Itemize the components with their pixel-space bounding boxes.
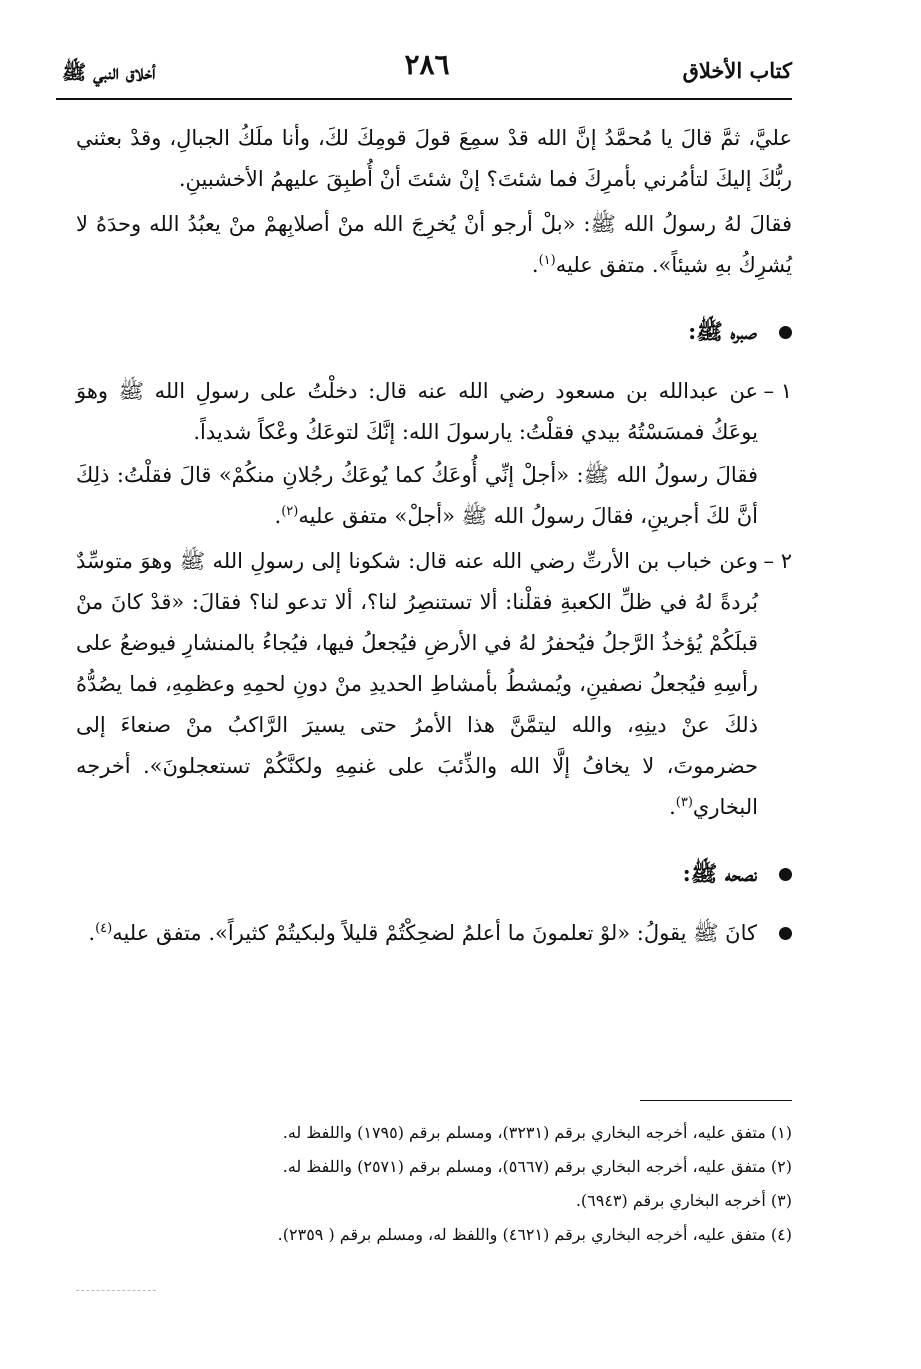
footnote-3: (٣) أخرجه البخاري برقم (٦٩٤٣). <box>575 1191 792 1210</box>
hadith-item-3 <box>76 913 792 954</box>
bullet-icon <box>779 927 792 940</box>
hadith-item-1-continued: فقالَ رسولُ الله ﷺ: «أجلْ إنِّي أُوعَكُ كما يُوعَكُ رجُلانِ منكُمْ» قالَ فقلْتُ: ذلِكَ أنَّ لكَ أجرينِ، فقالَ رسولُ الله ﷺ «أجلْ» متفق عليه$^{(٢)}$. <box>76 463 758 528</box>
main-text <box>76 118 792 958</box>
heading-advice-label: نصحه ﷺ: <box>682 861 757 887</box>
hadith-item-1-continued-text: فقالَ رسولُ الله ﷺ: «أجلْ إنِّي أُوعَكُ كما يُوعَكُ رجُلانِ منكُمْ» قالَ فقلْتُ: ذلِكَ أنَّ لكَ أجرينِ، فقالَ رسولُ الله ﷺ «أجلْ» متفق عليه <box>76 463 758 528</box>
footnote-4: (٤) متفق عليه، أخرجه البخاري برقم (٤٦٢١) واللفظ له، ومسلم برقم ( ٢٣٥٩). <box>277 1225 792 1244</box>
footnote-1: (١) متفق عليه، أخرجه البخاري برقم (٣٢٣١)، ومسلم برقم (١٧٩٥) واللفظ له. <box>282 1123 792 1142</box>
footnote-ref-2: (٢) <box>281 504 299 519</box>
hadith-item-2 <box>76 541 792 828</box>
footnote-2: (٢) متفق عليه، أخرجه البخاري برقم (٥٦٦٧)، ومسلم برقم (٢٥٧١) واللفظ له. <box>282 1157 792 1176</box>
book-title: كتاب الأخلاق <box>682 58 792 83</box>
heading-patience <box>76 312 792 353</box>
intro-continued-text: فقالَ لهُ رسولُ الله ﷺ: «بلْ أرجو أنْ يُخرِجَ الله منْ أصلابِهمْ منْ يعبُدُ الله وحدَهُ لا يُشرِكُ بهِ شيئاً». متفق عليه <box>76 212 792 277</box>
footnote-ref-3: (٣) <box>675 795 693 810</box>
footnote-divider <box>640 1100 792 1101</box>
footnotes <box>76 1116 792 1252</box>
bullet-icon <box>779 326 792 339</box>
hadith-item-1 <box>76 371 792 537</box>
footnote-ref-4: (٤) <box>95 921 113 936</box>
header-divider <box>56 98 792 100</box>
page-header <box>62 44 792 98</box>
heading-patience-label: صبره ﷺ: <box>688 319 757 345</box>
hadith-item-3-text: كانَ ﷺ يقولُ: «لوْ تعلمونَ ما أعلمُ لضحِكْتُمْ قليلاً ولبكيتُمْ كثيراً». متفق عليه <box>112 921 757 945</box>
hadith-item-1-text: عن عبدالله بن مسعود رضي الله عنه قال: دخلْتُ على رسولِ الله ﷺ وهوَ يوعَكُ فمسَسْتُهُ بيدي فقلْتُ: يارسولَ الله: إنَّكَ لتوعَكُ وعْكاً شديداً. <box>76 379 758 444</box>
intro-continued: فقالَ لهُ رسولُ الله ﷺ: «بلْ أرجو أنْ يُخرِجَ الله منْ أصلابِهمْ منْ يعبُدُ الله وحدَهُ لا يُشرِكُ بهِ شيئاً». متفق عليه$^{(١)}$. <box>76 212 792 277</box>
hadith-item-2-body: وعن خباب بن الأرتِّ رضي الله عنه قال: شكونا إلى رسولِ الله ﷺ وهوَ متوسِّدٌ بُردةً لهُ في ظلِّ الكعبةِ فقلْنا: ألا تستنصِرُ لنا؟، ألا تدعو لنا؟ فقالَ: «قدْ كانَ منْ قبلَكُمْ يُؤخذُ الرَّجلُ فيُحفرُ لهُ في الأرضِ فيُجعلُ فيها، فيُجاءُ بالمنشارِ فيوضعُ على رأسِهِ فيُجعلُ نصفينِ، ويُمشطُ بأمشاطِ الحديدِ منْ دونِ لحمِهِ وعظمِهِ، فما يصُدُّهُ ذلكَ عنْ دينِهِ، والله ليتمَّنَّ هذا الأمرُ حتى يسيرَ الرَّاكبُ منْ صنعاءَ إلى حضرموتَ، لا يخافُ إلَّا الله والذِّئبَ على غنمِهِ ولكنَّكُمْ تستعجلونَ». أخرجه البخاري$^{(٣)}$. <box>76 549 758 819</box>
intro-paragraph: عليَّ، ثمَّ قالَ يا مُحمَّدُ إنَّ الله قدْ سمِعَ قولَ قومِكَ لكَ، وأنا ملَكُ الجبالِ، وقدْ بعثني ربُّكَ إليكَ لتأمُرني بأمرِكَ فما شئتَ؟ إنْ شئتَ أنْ أُطبِقَ عليهمُ الأخشبينِ. <box>76 126 792 191</box>
bullet-icon <box>779 868 792 881</box>
heading-advice <box>76 854 792 895</box>
scan-artifact <box>76 1290 156 1291</box>
item-number: ٢ – <box>763 549 792 573</box>
hadith-item-3-suffix: . <box>88 921 96 945</box>
page-number: ٢٨٦ <box>404 48 450 81</box>
hadith-item-2-text: وعن خباب بن الأرتِّ رضي الله عنه قال: شكونا إلى رسولِ الله ﷺ وهوَ متوسِّدٌ بُردةً لهُ في ظلِّ الكعبةِ فقلْنا: ألا تستنصِرُ لنا؟، ألا تدعو لنا؟ فقالَ: «قدْ كانَ منْ قبلَكُمْ يُؤخذُ الرَّجلُ فيُحفرُ لهُ في الأرضِ فيُجعلُ فيها، فيُجاءُ بالمنشارِ فيوضعُ على رأسِهِ فيُجعلُ نصفينِ، ويُمشطُ بأمشاطِ الحديدِ منْ دونِ لحمِهِ وعظمِهِ، فما يصُدُّهُ ذلكَ عنْ دينِهِ، والله ليتمَّنَّ هذا الأمرُ حتى يسيرَ الرَّاكبُ منْ صنعاءَ إلى حضرموتَ، لا يخافُ إلَّا الله والذِّئبَ على غنمِهِ ولكنَّكُمْ تستعجلونَ». أخرجه البخاري <box>76 549 758 819</box>
chapter-title: أخلاق النبي ﷺ <box>62 60 156 84</box>
hadith-item-3-body <box>76 913 757 954</box>
footnote-ref-1: (١) <box>538 253 556 268</box>
item-number: ١ – <box>763 379 792 403</box>
